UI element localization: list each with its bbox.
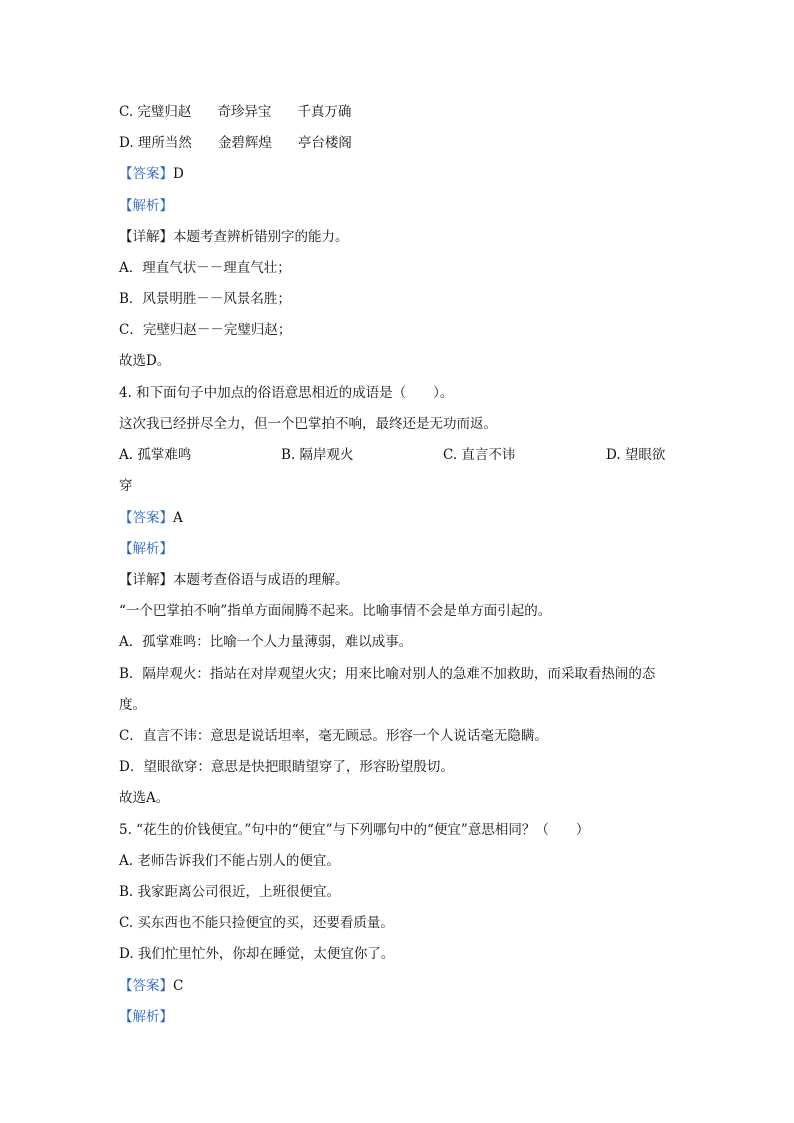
q4-explain-a: A．孤掌难鸣：比喻一个人力量薄弱，难以成事。 <box>119 634 413 650</box>
answer-tag: 【答案】 <box>119 166 173 182</box>
option-d-word-1: D. 理所当然 <box>119 135 192 151</box>
analysis-tag: 【解析】 <box>119 541 173 557</box>
answer-tag: 【答案】 <box>119 978 173 994</box>
answer-value: A <box>173 510 183 526</box>
q4-explain-c: C．直言不讳：意思是说话坦率，毫无顾忌。形容一个人说话毫无隐瞒。 <box>119 728 548 744</box>
q4-answer <box>119 508 183 528</box>
q5-title: 5. “花生的价钱便宜。”句中的“便宜”与下列哪句中的“便宜”意思相同？（ ） <box>119 822 590 838</box>
q4-option-b: B. 隔岸观火 <box>281 447 354 463</box>
q3-detail <box>119 227 349 247</box>
option-c-word-2: 奇珍异宝 <box>217 104 272 120</box>
q5-analysis-heading <box>119 1007 173 1027</box>
option-c-word-3: 千真万确 <box>297 104 352 120</box>
option-d-word-2: 金碧辉煌 <box>217 135 272 151</box>
q5-option-b: B. 我家距离公司很近，上班很便宜。 <box>119 884 341 900</box>
q4-option-c: C. 直言不讳 <box>443 447 516 463</box>
option-d-line <box>119 133 352 153</box>
q5-option-c: C. 买东西也不能只捡便宜的买，还要看质量。 <box>119 915 394 931</box>
answer-value: D <box>173 166 184 182</box>
detail-text: 本题考查俗语与成语的理解。 <box>173 572 349 588</box>
analysis-tag: 【解析】 <box>119 1009 173 1025</box>
q4-option-d-wrap: 穿 <box>119 478 133 494</box>
detail-text: 本题考查辨析错别字的能力。 <box>173 229 349 245</box>
q3-explain-c: C．完壁归赵－－完璧归赵； <box>119 322 292 338</box>
q5-option-d: D. 我们忙里忙外，你却在睡觉，太便宜你了。 <box>119 946 395 962</box>
q4-sentence: 这次我已经拼尽全力，但一个巴掌拍不响，最终还是无功而返。 <box>119 416 497 432</box>
q3-answer <box>119 164 184 184</box>
q4-option-d: D. 望眼欲 <box>606 447 666 463</box>
analysis-tag: 【解析】 <box>119 198 173 214</box>
q3-explain-a: A．理直气状－－理直气壮； <box>119 260 291 276</box>
q3-analysis-heading <box>119 196 173 216</box>
q3-explain-b: B．风景明胜－－风景名胜； <box>119 291 291 307</box>
q4-option-a: A. 孤掌难鸣 <box>119 447 192 463</box>
option-c-line <box>119 102 351 122</box>
q5-answer <box>119 976 183 996</box>
q4-title: 4. 和下面句子中加点的俗语意思相近的成语是（ ）。 <box>119 385 454 401</box>
answer-value: C <box>173 978 184 994</box>
q4-explain-b: B．隔岸观火：指站在对岸观望火灾；用来比喻对别人的急难不加救助，而采取看热闹的态 <box>119 666 656 682</box>
q4-explain-b-wrap: 度。 <box>119 697 146 713</box>
q4-detail <box>119 570 349 590</box>
q4-explain-d: D．望眼欲穿：意思是快把眼睛望穿了，形容盼望殷切。 <box>119 759 454 775</box>
q5-option-a: A. 老师告诉我们不能占别人的便宜。 <box>119 853 340 869</box>
q4-conclusion: 故选A。 <box>119 790 170 806</box>
answer-tag: 【答案】 <box>119 510 173 526</box>
option-d-word-3: 亭台楼阁 <box>297 135 352 151</box>
detail-tag: 【详解】 <box>119 229 173 245</box>
q4-analysis-heading <box>119 539 173 559</box>
detail-tag: 【详解】 <box>119 572 173 588</box>
option-c-word-1: C. 完璧归赵 <box>119 104 192 120</box>
q4-explain-proverb: “一个巴掌拍不响”指单方面闹腾不起来。比喻事情不会是单方面引起的。 <box>119 603 552 619</box>
q3-conclusion: 故选D。 <box>119 353 171 369</box>
